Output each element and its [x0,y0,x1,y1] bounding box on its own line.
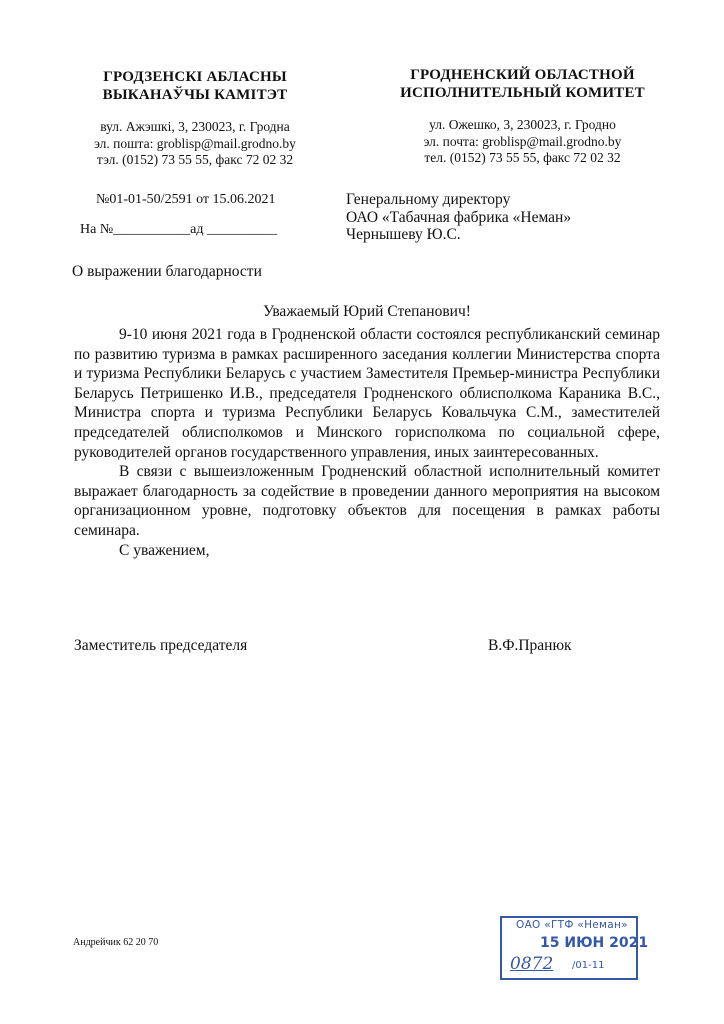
header-by-title-line2: ВЫКАНАЎЧЫ КАМІТЭТ [102,87,288,103]
registration-stamp [500,916,649,980]
header-ru-email: эл. почта: groblisp@mail.grodno.by [423,133,622,149]
stamp-org: ОАО «ГТФ «Неман» [516,919,628,931]
addressee-line1: Генеральному директору [346,191,511,208]
letter-greeting: Уважаемый Юрий Степанович! [263,303,471,320]
header-ru-contacts [380,117,665,167]
header-by-address: вул. Ажэшкі, 3, 230023, г. Гродна [100,119,290,134]
letter-body [74,325,660,560]
executor-note: Андрейчик 62 20 70 [73,937,159,948]
signature-name: В.Ф.Пранюк [488,637,572,654]
addressee-block [346,191,571,244]
stamp-date: 15 ИЮН 2021 [540,935,649,951]
letter-subject: О выражении благодарности [72,263,262,280]
stamp-reg-suffix: /01-11 [572,960,605,971]
header-ru-address: ул. Ожешко, 3, 230023, г. Гродно [429,117,616,132]
header-by-title-line1: ГРОДЗЕНСКІ АБЛАСНЫ [103,69,287,85]
header-ru-title-line1: ГРОДНЕНСКИЙ ОБЛАСТНОЙ [410,67,635,83]
header-by-email: эл. пошта: groblisp@mail.grodno.by [94,135,296,151]
reference-number: №01-01-50/2591 от 15.06.2021 [96,192,276,207]
header-ru-phone: тел. (0152) 73 55 55, факс 72 02 32 [424,150,621,165]
header-by-contacts [55,119,335,169]
letter-closing: С уважением, [119,541,210,559]
header-ru-title [385,66,660,102]
reference-reply: На №___________ад __________ [80,222,278,237]
header-by-phone: тэл. (0152) 73 55 55, факс 72 02 32 [96,152,294,167]
addressee-line2: ОАО «Табачная фабрика «Неман» [346,208,572,226]
header-ru-title-line2: ИСПОЛНИТЕЛЬНЫЙ КОМИТЕТ [400,85,645,101]
letter-paragraph-2: В связи с вышеизложенным Гродненский областной исполнительный комитет выражает благодарность за содействие в проведении данного мероприятия на высоком организационном уровне, подготовку объектов для посещения в рамках работы семинара. [74,463,660,539]
letter-paragraph-1: 9-10 июня 2021 года в Гродненской области состоялся республиканский семинар по развитию туризма в рамках расширенного заседания коллегии Министерства спорта и туризма Республики Беларусь с участием Заместителя Премьер-министра Республики Беларусь Петришенко И.В., председателя Гродненского облисполкома Караника В.С., Министра спорта и туризма Республики Беларусь Ковальчука С.М., заместителей председателей облисполкомов и Минского горисполкома по социальной сфере, руководителей органов государственного управления, иных заинтересованных. [74,326,660,461]
header-by-title [60,68,330,104]
stamp-reg-number: 0872 [510,954,554,974]
signature-position: Заместитель председателя [74,637,248,654]
addressee-line3: Чернышеву Ю.С. [346,226,461,243]
